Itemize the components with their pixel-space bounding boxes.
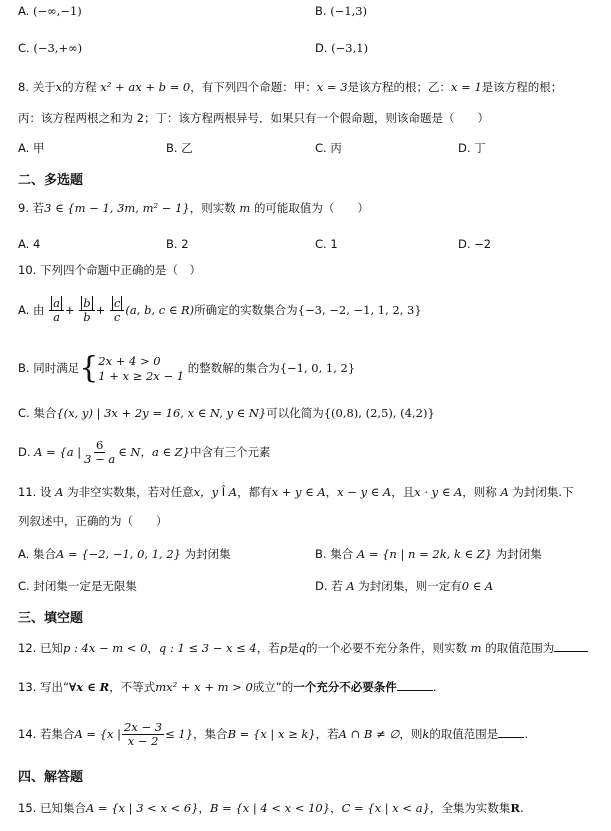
q14-answer-blank[interactable] bbox=[498, 726, 524, 738]
q8-option-a: A. 甲 bbox=[18, 141, 45, 155]
q9-option-c: C. 1 bbox=[315, 237, 338, 251]
section-heading-fill-in: 三、填空题 bbox=[18, 611, 84, 626]
q11-option-a: A. 集合A = {−2, −1, 0, 1, 2} 为封闭集 bbox=[18, 547, 231, 561]
q13-stem: 13. 写出“∀x ∈ R，不等式mx² + x + m > 0成立”的一个充分不必要条件 . bbox=[18, 680, 437, 694]
q10-option-d: D. A = {a | $\frac{6}{3 - a}$ ∈ N，a ∈ Z}中含有三个元素 bbox=[18, 438, 271, 466]
q7-option-a: A. (−∞,−1) bbox=[18, 4, 82, 18]
q7-option-c: C. (−3,+∞) bbox=[18, 41, 83, 55]
section-heading-multi-choice: 二、多选题 bbox=[18, 173, 84, 188]
q11-option-c: C. 封闭集一定是无限集 bbox=[18, 579, 137, 593]
q13-answer-blank[interactable] bbox=[397, 679, 433, 691]
q15-stem: 15. 已知集合A = {x | 3 < x < 6}，B = {x | 4 < x < 10}，C = {x | x < a}，全集为实数集R. bbox=[18, 801, 524, 815]
q9-stem: 9. 若3 ∈ {m − 1, 3m, m² − 1}，则实数 m 的可能取值为（ ） bbox=[18, 201, 369, 215]
q12-answer-blank[interactable] bbox=[554, 640, 588, 652]
q9-option-a: A. 4 bbox=[18, 237, 41, 251]
q9-option-d: D. −2 bbox=[458, 237, 492, 251]
q8-stem-line1: 8. 关于x的方程 x² + ax + b = 0，有下列四个命题：甲：x = 3是该方程的根；乙：x = 1是该方程的根； bbox=[18, 80, 563, 94]
q11-option-b: B. 集合 A = {n | n = 2k, k ∈ Z} 为封闭集 bbox=[315, 547, 542, 561]
q8-option-c: C. 丙 bbox=[315, 141, 342, 155]
q11-option-d: D. 若 A 为封闭集，则一定有0 ∈ A bbox=[315, 579, 494, 593]
q14-stem: 14. 若集合A = {x | $\frac{2x - 3}{x - 2}$ ≤ 1}，集合B = {x | x ≥ k}，若A ∩ B ≠ ∅，则k的取值范围是 . bbox=[18, 720, 528, 748]
q10-stem: 10. 下列四个命题中正确的是（ ） bbox=[18, 263, 201, 277]
q7-option-d: D. (−3,1) bbox=[315, 41, 369, 55]
q10-frac-b: $\frac{b}{b}$ bbox=[79, 297, 94, 324]
q10-option-a: A. 由 $\frac{a}{a}$ + $\frac{b}{b}$ + $\frac{c}{c}$ (a, b, c ∈ R)所确定的实数集合为{−3, −2, −1, 1, 2, 3} bbox=[18, 296, 422, 324]
q10-frac-c: $\frac{c}{c}$ bbox=[110, 297, 124, 324]
q8-stem-line2: 丙：该方程两根之和为 2；丁：该方程两根异号．如果只有一个假命题，则该命题是（ ） bbox=[18, 111, 489, 125]
q8-option-b: B. 乙 bbox=[166, 141, 193, 155]
q7-option-b: B. (−1,3) bbox=[315, 4, 368, 18]
q9-option-b: B. 2 bbox=[166, 237, 189, 251]
q10-option-c: C. 集合{(x, y) | 3x + 2y = 16, x ∈ N, y ∈ N}可以化简为{(0,8), (2,5), (4,2)} bbox=[18, 406, 435, 420]
q10-option-b: B. 同时满足{ 2x + 4 > 0 1 + x ≥ 2x − 1 的整数解的集合为{−1, 0, 1, 2} bbox=[18, 350, 356, 386]
section-heading-solve: 四、解答题 bbox=[18, 770, 84, 785]
q8-option-d: D. 丁 bbox=[458, 141, 486, 155]
q11-stem-line2: 列叙述中，正确的为（ ） bbox=[18, 514, 168, 528]
q12-stem: 12. 已知p : 4x − m < 0，q : 1 ≤ 3 − x ≤ 4，若p是q的一个必要不充分条件，则实数 m 的取值范围为 bbox=[18, 640, 588, 656]
q11-stem-line1: 11. 设 A 为非空实数集，若对任意x，y Î A，都有x + y ∈ A，x − y ∈ A，且x · y ∈ A，则称 A 为封闭集.下 bbox=[18, 485, 574, 499]
q10-frac-a: $\frac{a}{a}$ bbox=[49, 297, 64, 324]
